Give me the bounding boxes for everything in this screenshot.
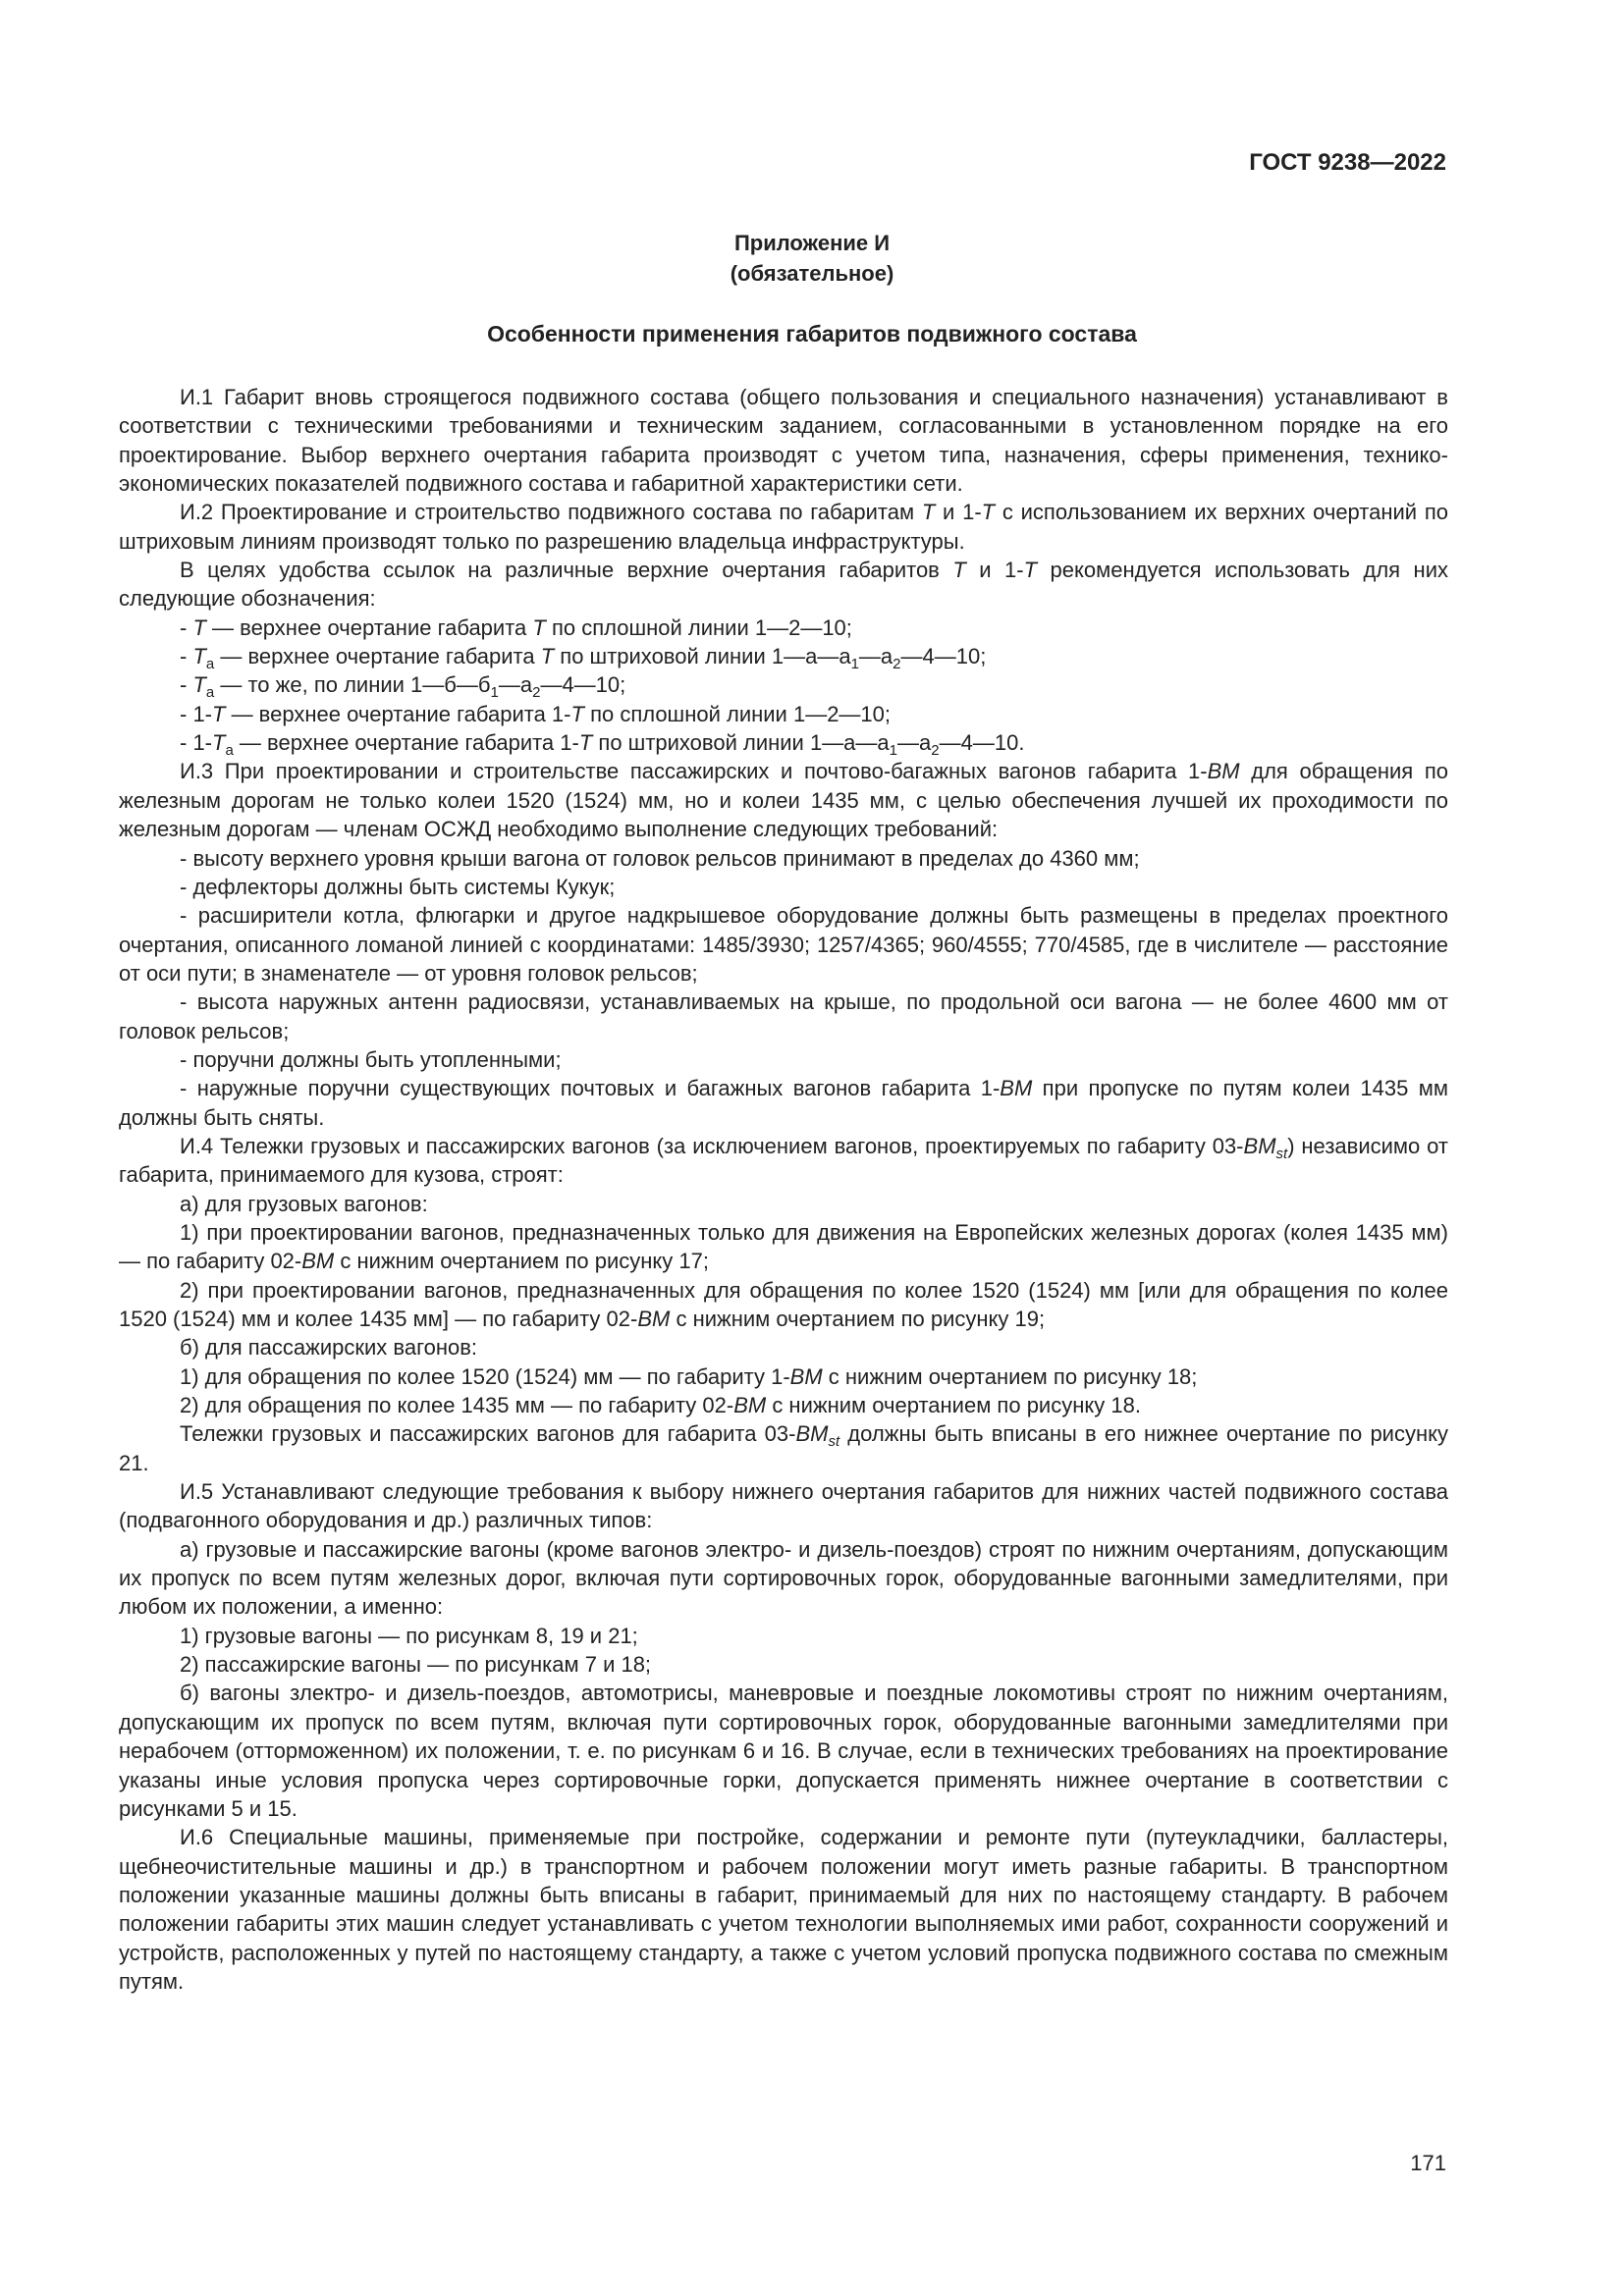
list-item-ta: - $Т_а$ — верхнее очертание габарита Т по штриховой линии $1—а—а_1—а_2—4—10$; — [180, 644, 987, 673]
list-item-freight-figures: 1) грузовые вагоны — по рисункам 8, 19 и 21; — [180, 1623, 638, 1648]
list-item-1ta: - $1-Т_а$ — верхнее очертание габарита 1-Т по штриховой линии $1—а—а_1—а_2—4—10$. — [180, 730, 1025, 760]
list-item-roof-height: - высоту верхнего уровня крыши вагона от головок рельсов принимают в пределах до 4360 мм; — [180, 845, 1140, 871]
list-item-freight-1: 1) при проектировании вагонов, предназначенных только для движения на Европейских железных дорогах (колея 1435 мм) — по габариту 02-ВМ с нижним очертанием по рисунку 17; — [119, 1219, 1448, 1274]
appendix-status: (обязательное) — [730, 261, 894, 286]
paragraph-i1: И.1 Габарит вновь строящегося подвижного состава (общего пользования и специального назначения) устанавливают в соответствии с техническими требованиями и техническим заданием, согласованными в установленном порядке на его проектирование. Выбор верхнего очертания габарита производят с учетом типа, назначения, сферы применения, технико-экономических показателей подвижного состава и габаритной характеристики сети. — [119, 385, 1448, 497]
standard-code: ГОСТ 9238—2022 — [1249, 149, 1446, 176]
list-item-passenger-cars: б) для пассажирских вагонов: — [180, 1335, 478, 1361]
list-item-passenger-figures: 2) пассажирские вагоны — по рисункам 7 и 18; — [180, 1652, 652, 1678]
list-item-freight-cars: а) для грузовых вагонов: — [180, 1191, 428, 1216]
body-text — [119, 383, 1448, 1996]
list-item-handrails: - поручни должны быть утопленными; — [180, 1046, 562, 1072]
page-number: 171 — [1410, 2151, 1446, 2175]
list-item-antennas: - высота наружных антенн радиосвязи, устанавливаемых на крыше, по продольной оси вагона — не более 4600 мм от головок рельсов; — [119, 989, 1448, 1043]
paragraph-i5: И.5 Устанавливают следующие требования к выбору нижнего очертания габаритов для нижних частей подвижного состава (подвагонного оборудования и др.) различных типов: — [119, 1479, 1448, 1533]
list-item-emu-locomotives: б) вагоны злектро- и дизель-поездов, автомотрисы, маневровые и поездные локомотивы строят по нижним очертаниям, допускающим их пропуск по всем путям, включая пути сортировочных горок, оборудованные вагонными замедлителями при нерабочем (отторможенном) их положении, т. е. по рисункам 6 и 16. В случае, если в технических требованиях на проектирование указаны иные условия пропуска через сортировочные горки, допускается применять нижнее очертание в соответствии с рисунками 5 и 15. — [119, 1681, 1448, 1821]
paragraph-designations-intro: В целях удобства ссылок на различные верхние очертания габаритов Т и 1-Т рекомендуется использовать для них следующие обозначения: — [119, 558, 1448, 612]
list-item-deflectors: - дефлекторы должны быть системы Кукук; — [180, 874, 616, 899]
list-item-1t: - 1-Т — верхнее очертание габарита 1-Т по сплошной линии 1—2—10; — [180, 701, 892, 726]
list-item-passenger-2: 2) для обращения по колее 1435 мм — по габариту 02-ВМ с нижним очертанием по рисунку 18. — [180, 1393, 1141, 1418]
paragraph-i6: И.6 Специальные машины, применяемые при постройке, содержании и ремонте пути (путеукладчики, балластеры, щебнеочистительные машины и др.) в транспортном и рабочем положении могут иметь разные габариты. В транспортном положении указанные машины должны быть вписаны в габарит, принимаемый для них по настоящему стандарту. В рабочем положении габариты этих машин следует устанавливать с учетом технологии выполняемых ими работ, сохранности сооружений и устройств, расположенных у путей по настоящему стандарту, а также с учетом условий пропуска подвижного состава по смежным путям. — [119, 1825, 1448, 1994]
appendix-label: Приложение И — [733, 231, 891, 255]
list-item-external-handrails: - наружные поручни существующих почтовых и багажных вагонов габарита 1-ВМ при пропуске по путям колеи 1435 мм должны быть сняты. — [119, 1076, 1449, 1130]
list-item-passenger-1: 1) для обращения по колее 1520 (1524) мм — по габариту 1-ВМ с нижним очертанием по рисунку 18; — [180, 1363, 1198, 1389]
appendix-heading — [0, 228, 1624, 289]
paragraph-i3: И.3 При проектировании и строительстве пассажирских и почтово-багажных вагонов габарита 1-ВМ для обращения по железным дорогам не только колеи 1520 (1524) мм, но и колеи 1435 мм, с целью обеспечения лучшей их проходимости по железным дорогам — членам ОСЖД необходимо выполнение следующих требований: — [119, 759, 1448, 842]
list-item-freight-2: 2) при проектировании вагонов, предназначенных для обращения по колее 1520 (1524) мм [или для обращения по колее 1520 (1524) мм и колее 1435 мм] — по габариту 02-ВМ с нижним очертанием по рисунку 19; — [119, 1277, 1448, 1331]
list-item-ta-b: - $Т_а$ — то же, по линии $1—б—б_1—а_2—4—10$; — [180, 672, 626, 702]
list-item-cars-lower-outline: а) грузовые и пассажирские вагоны (кроме вагонов электро- и дизель-поездов) строят по нижним очертаниям, допускающим их пропуск по всем путям железных дорог, включая пути сортировочных горок, оборудованные вагонными замедлителями, при любом их положении, а именно: — [119, 1536, 1448, 1620]
paragraph-i2: И.2 Проектирование и строительство подвижного состава по габаритам Т и 1-Т с использованием их верхних очертаний по штриховым линиям производят только по разрешению владельца инфраструктуры. — [119, 500, 1448, 554]
list-item-roof-equipment: - расширители котла, флюгарки и другое надкрышевое оборудование должны быть размещены в пределах проектного очертания, описанного ломаной линией с координатами: 1485/3930; 1257/4365; 960/4555; 770/4585, где в числителе — расстояние от оси пути; в знаменателе — от уровня головок рельсов; — [119, 903, 1448, 986]
list-item-t: - Т — верхнее очертание габарита Т по сплошной линии 1—2—10; — [180, 614, 852, 640]
section-title: Особенности применения габаритов подвижного состава — [487, 321, 1137, 347]
paragraph-bogies-03vm: Тележки грузовых и пассажирских вагонов для габарита $03-ВМ_{st}$ должны быть вписаны в его нижнее очертание по рисунку 21. — [119, 1421, 1448, 1475]
paragraph-i4: И.4 Тележки грузовых и пассажирских вагонов (за исключением вагонов, проектируемых по габариту $03-ВМ_{st}$) независимо от габарита, принимаемого для кузова, строят: — [119, 1133, 1448, 1188]
